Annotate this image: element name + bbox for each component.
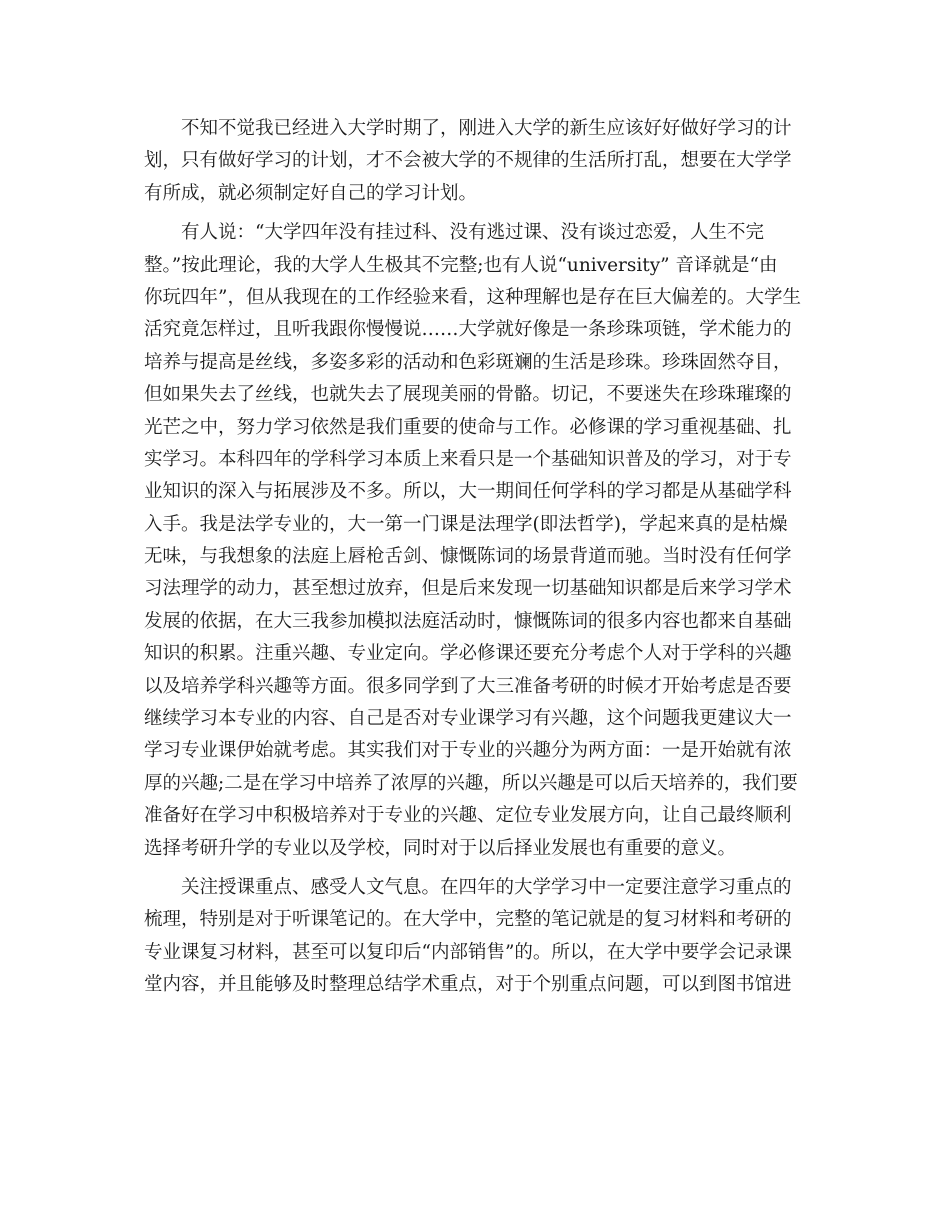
text-line: 入手。我是法学专业的，大一第一门课是法理学(即法哲学)，学起来真的是枯燥	[144, 513, 788, 535]
paragraph-3	[144, 872, 800, 1002]
text-line: 但如果失去了丝线，也就失去了展现美丽的骨骼。切记，不要迷失在珍珠璀璨的	[144, 384, 792, 406]
text-line: 选择考研升学的专业以及学校，同时对于以后择业发展也有重要的意义。	[144, 837, 737, 859]
text-line: 厚的兴趣;二是在学习中培养了浓厚的兴趣，所以兴趣是可以后天培养的，我们要	[144, 772, 798, 794]
text-line: 实学习。本科四年的学科学习本质上来看只是一个基础知识普及的学习，对于专	[144, 448, 792, 470]
text-line: 无味，与我想象的法庭上唇枪舌剑、慷慨陈词的场景背道而驰。当时没有任何学	[144, 546, 792, 568]
text-line: 有人说：“大学四年没有挂过科、没有逃过课、没有谈过恋爱，人生不完	[181, 222, 764, 244]
text-line: 不知不觉我已经进入大学时期了，刚进入大学的新生应该好好做好学习的计	[181, 118, 792, 139]
text-line: 有所成，就必须制定好自己的学习计划。	[144, 182, 478, 204]
text-line: 培养与提高是丝线，多姿多彩的活动和色彩斑斓的生活是珍珠。珍珠固然夺目，	[144, 351, 792, 373]
paragraph-2	[144, 217, 800, 865]
text-line: 以及培养学科兴趣等方面。很多同学到了大三准备考研的时候才开始考虑是否要	[144, 675, 792, 697]
text-line: 专业课复习材料，甚至可以复印后“内部销售”的。所以，在大学中要学会记录课	[144, 941, 792, 963]
text-line: 堂内容，并且能够及时整理总结学术重点，对于个别重点问题，可以到图书馆进	[144, 974, 792, 996]
text-line: 划，只有做好学习的计划，才不会被大学的不规律的生活所打乱，想要在大学学	[144, 150, 792, 172]
text-line: 业知识的深入与拓展涉及不多。所以，大一期间任何学科的学习都是从基础学科	[144, 481, 792, 503]
text-line: 知识的积累。注重兴趣、专业定向。学必修课还要充分考虑个人对于学科的兴趣	[144, 643, 792, 665]
text-line: 整。”按此理论，我的大学人生极其不完整;也有人说“university” 音译就是“由	[144, 254, 778, 276]
text-line: 活究竟怎样过，且听我跟你慢慢说……大学就好像是一条珍珠项链，学术能力的	[144, 319, 792, 341]
text-line: 习法理学的动力，甚至想过放弃，但是后来发现一切基础知识都是后来学习学术	[144, 578, 792, 600]
document-body	[144, 113, 800, 1009]
paragraph-1	[144, 113, 800, 210]
text-line: 光芒之中，努力学习依然是我们重要的使命与工作。必修课的学习重视基础、扎	[144, 416, 792, 438]
text-line: 关注授课重点、感受人文气息。在四年的大学学习中一定要注意学习重点的	[181, 876, 792, 898]
text-line: 发展的依据，在大三我参加模拟法庭活动时，慷慨陈词的很多内容也都来自基础	[144, 610, 792, 632]
text-line: 学习专业课伊始就考虑。其实我们对于专业的兴趣分为两方面：一是开始就有浓	[144, 740, 792, 762]
text-line: 准备好在学习中积极培养对于专业的兴趣、定位专业发展方向，让自己最终顺利	[144, 805, 792, 827]
text-line: 梳理，特别是对于听课笔记的。在大学中，完整的笔记就是的复习材料和考研的	[144, 909, 792, 931]
text-line: 继续学习本专业的内容、自己是否对专业课学习有兴趣，这个问题我更建议大一	[144, 708, 792, 730]
text-line: 你玩四年”，但从我现在的工作经验来看，这种理解也是存在巨大偏差的。大学生	[144, 286, 801, 308]
